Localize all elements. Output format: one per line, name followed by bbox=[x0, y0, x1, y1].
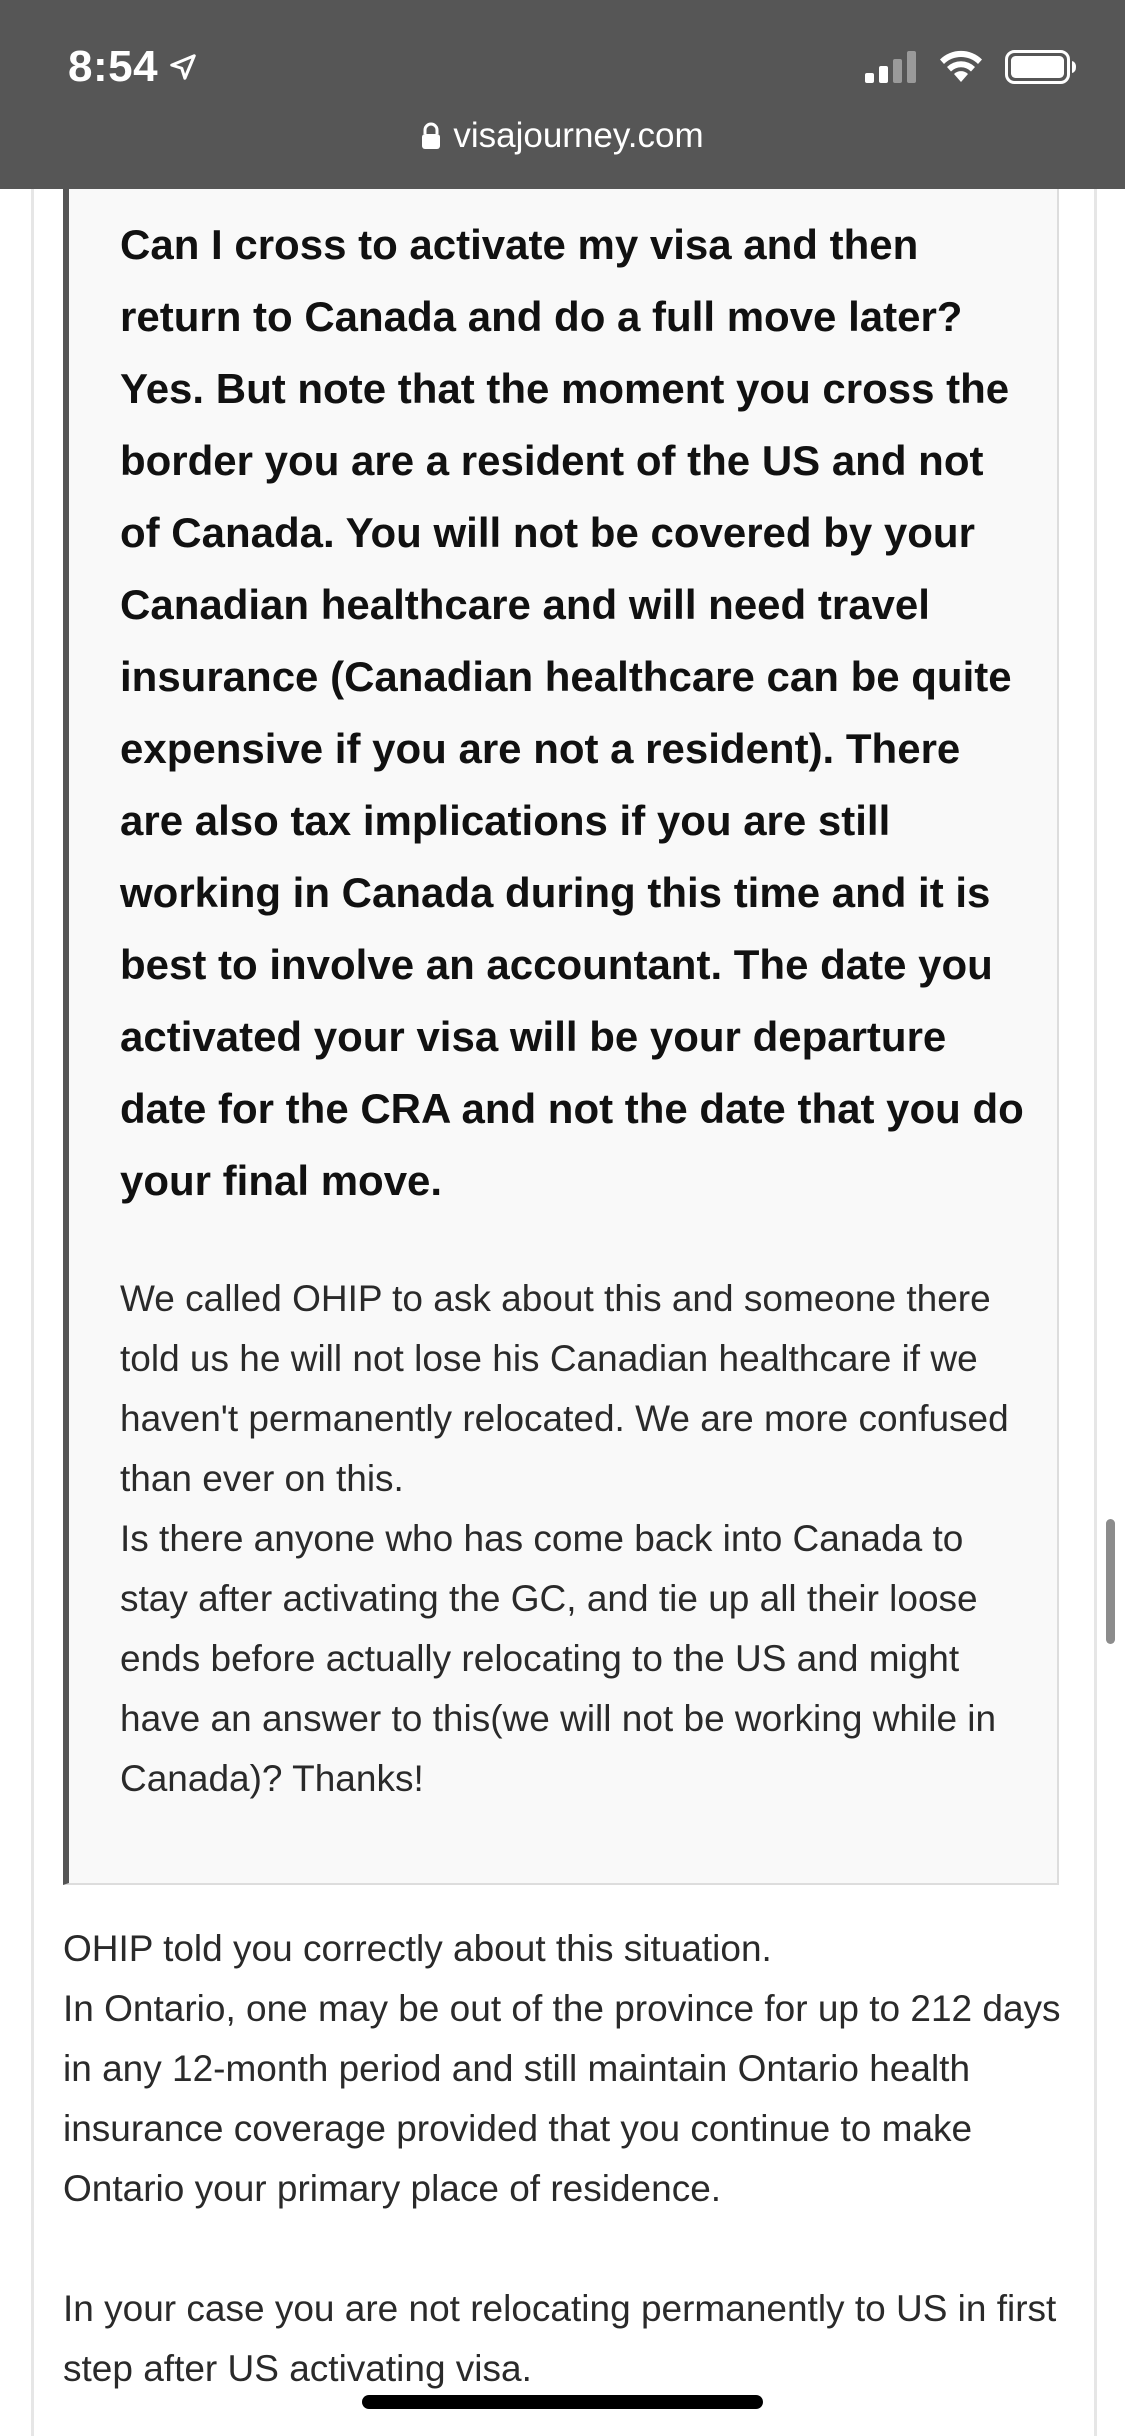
battery-icon bbox=[1005, 50, 1077, 84]
reply-line-2: In Ontario, one may be out of the province for up to 212 days in any 12-month period and still maintain Ontario health insurance coverage provided that you continue to make Ontario your primary place of residence. bbox=[63, 1988, 1061, 2209]
status-time-group bbox=[68, 42, 198, 92]
quote-paragraph-1: We called OHIP to ask about this and someone there told us he will not lose his Canadian healthcare if we haven't permanently relocated. We are more confused than ever on this. bbox=[120, 1278, 1009, 1499]
location-arrow-icon bbox=[168, 52, 198, 82]
quote-paragraph-2: Is there anyone who has come back into Canada to stay after activating the GC, and tie up all their loose ends before actually relocating to the US and might have an answer to this(we will not be working while in Canada)? Thanks! bbox=[120, 1518, 997, 1799]
scroll-indicator[interactable] bbox=[1106, 1519, 1115, 1644]
forum-post bbox=[0, 189, 1125, 2436]
cellular-signal-icon bbox=[865, 51, 917, 83]
post-right-border bbox=[1094, 189, 1097, 2436]
quoted-post bbox=[63, 189, 1059, 1885]
reply-line-3: In your case you are not relocating permanently to US in first step after US activating visa. bbox=[63, 2288, 1057, 2389]
status-icons bbox=[865, 50, 1077, 84]
quote-body bbox=[120, 1269, 1040, 1809]
reply-text bbox=[63, 1919, 1073, 2399]
paragraph-gap bbox=[63, 2219, 1073, 2279]
reply-line-1: OHIP told you correctly about this situation. bbox=[63, 1928, 772, 1969]
status-time: 8:54 bbox=[68, 42, 159, 91]
home-indicator[interactable] bbox=[362, 2395, 763, 2409]
browser-top-bar bbox=[0, 0, 1125, 189]
post-left-border bbox=[31, 189, 34, 2436]
url-text[interactable]: visajourney.com bbox=[453, 116, 704, 155]
lock-icon bbox=[421, 122, 441, 150]
wifi-icon bbox=[939, 50, 983, 84]
quote-bold-text: Can I cross to activate my visa and then return to Canada and do a full move later? Yes. But note that the moment you cross the border you are a resident of the US and not of Canada. You will not be covered by your Canadian healthcare and will need travel insurance (Canadian healthcare can be quite expensive if you are not a resident). There are also tax implications if you are still working in Canada during this time and it is best to involve an accountant. The date you activated your visa will be your departure date for the CRA and not the date that you do your final move. bbox=[120, 221, 1024, 1204]
url-bar[interactable] bbox=[0, 116, 1125, 156]
